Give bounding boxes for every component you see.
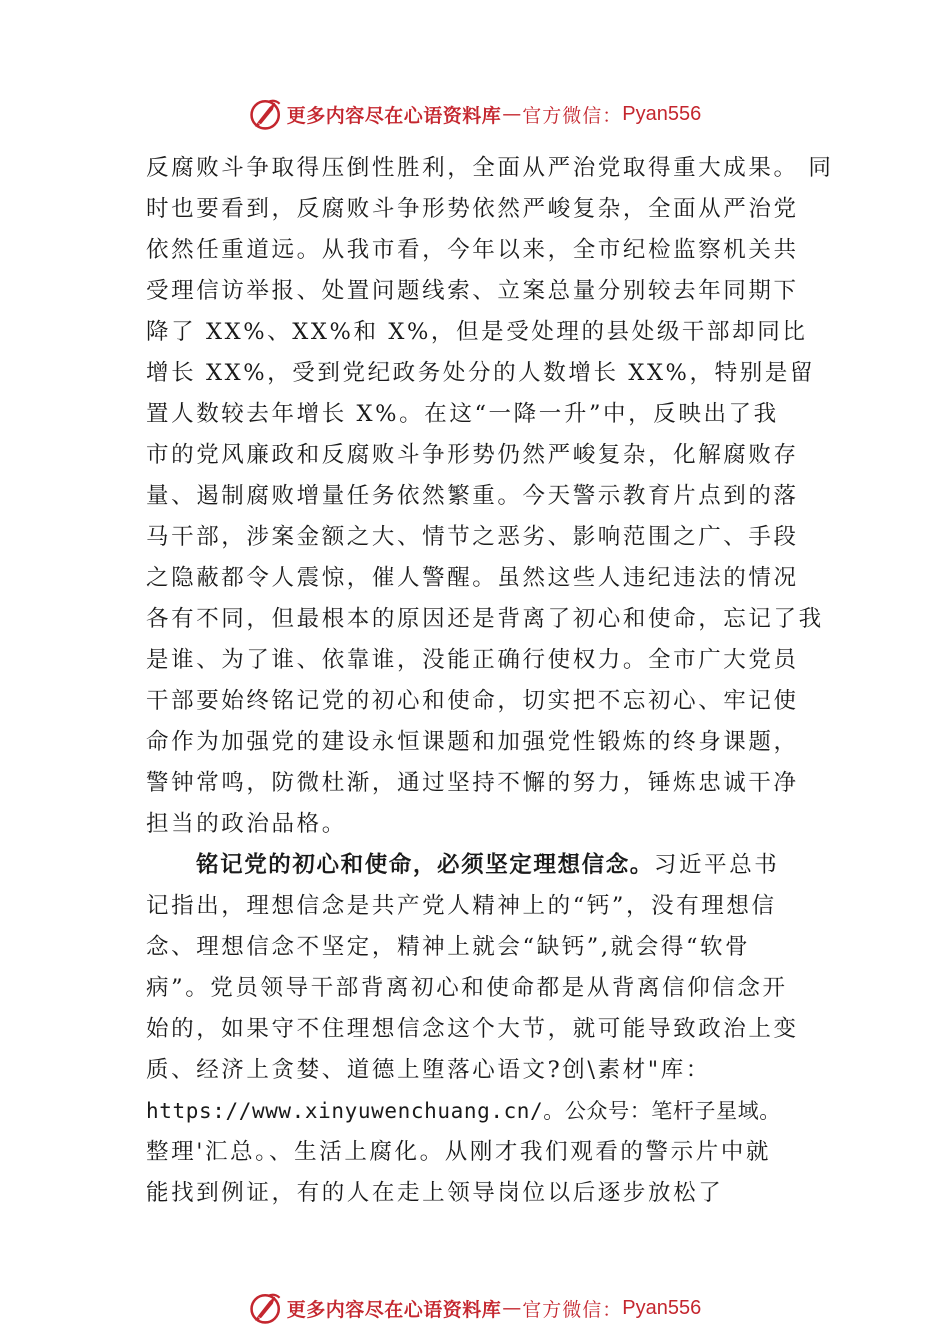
header-banner [0,92,950,136]
text-line: 市的党风廉政和反腐败斗争形势仍然严峻复杂，化解腐败存 [146,442,799,468]
footer-wechat-label: 官方微信： [522,1298,623,1321]
text-line: 念、理想信念不坚定，精神上就会“缺钙”,就会得“软骨 [146,934,751,960]
text-line: 降了 XX%、XX%和 X%，但是受处理的县处级干部却同比 [146,319,808,345]
url-text-line: https://www.xinyuwenchuang.cn/。公众号：笔杆子星域。 [146,1099,781,1123]
text-line: 干部要始终铭记党的初心和使命，切实把不忘初心、牢记使 [146,688,799,714]
text-line: 能找到例证，有的人在走上领导岗位以后逐步放松了 [146,1180,724,1206]
text-line: 担当的政治品格。 [146,811,347,837]
text-line: 之隐蔽都令人震惊，催人警醒。虽然这些人违纪违法的情况 [146,565,799,591]
text-line: 命作为加强党的建设永恒课题和加强党性锻炼的终身课题， [146,729,799,755]
header-brand-text: 更多内容尽在心语资料库 [286,104,502,127]
header-wechat-account: Pyan556 [622,102,702,125]
text-line: 病”。党员领导干部背离初心和使命都是从背离信仰信念开 [146,975,788,1001]
paragraph-heading-continuation: 习近平总书 [653,852,780,878]
header-wechat-label: 官方微信： [522,104,623,127]
text-line: 质、经济上贪婪、道德上堕落心语文?创\素材"库： [146,1057,711,1083]
text-line: 是谁、为了谁、依靠谁，没能正确行使权力。全市广大党员 [146,647,799,673]
text-line: 马干部，涉案金额之大、情节之恶劣、影响范围之广、手段 [146,524,799,550]
paragraph-opening-line [146,845,826,886]
text-line: 置人数较去年增长 X%。在这“一降一升”中，反映出了我 [146,401,779,427]
text-line: 记指出，理想信念是共产党人精神上的“钙”，没有理想信 [146,893,777,919]
pen-nib-logo-icon [249,97,283,131]
footer-separator: — [502,1297,522,1319]
pen-nib-logo-icon [249,1291,283,1325]
text-line: 受理信访举报、处置问题线索、立案总量分别较去年同期下 [146,278,799,304]
text-line: 警钟常鸣，防微杜渐，通过坚持不懈的努力，锤炼忠诚干净 [146,770,799,796]
text-line: 增长 XX%，受到党纪政务处分的人数增长 XX%，特别是留 [146,360,816,386]
text-line: 量、遏制腐败增量任务依然繁重。今天警示教育片点到的落 [146,483,799,509]
text-line: 始的，如果守不住理想信念这个大节，就可能导致政治上变 [146,1016,799,1042]
text-line: 依然任重道远。从我市看，今年以来，全市纪检监察机关共 [146,237,799,263]
header-separator: — [502,103,522,125]
text-line: 时也要看到，反腐败斗争形势依然严峻复杂，全面从严治党 [146,196,799,222]
document-body [146,148,834,1214]
text-line: 反腐败斗争取得压倒性胜利，全面从严治党取得重大成果。 同 [146,155,834,181]
text-line: 各有不同，但最根本的原因还是背离了初心和使命，忘记了我 [146,606,824,632]
footer-brand-text: 更多内容尽在心语资料库 [286,1298,502,1321]
paragraph-heading: 铭记党的初心和使命，必须坚定理想信念。 [196,852,654,878]
text-line: 整理'汇总。、生活上腐化。从刚才我们观看的警示片中就 [146,1139,772,1165]
footer-banner [0,1286,950,1330]
footer-wechat-account: Pyan556 [622,1296,702,1319]
